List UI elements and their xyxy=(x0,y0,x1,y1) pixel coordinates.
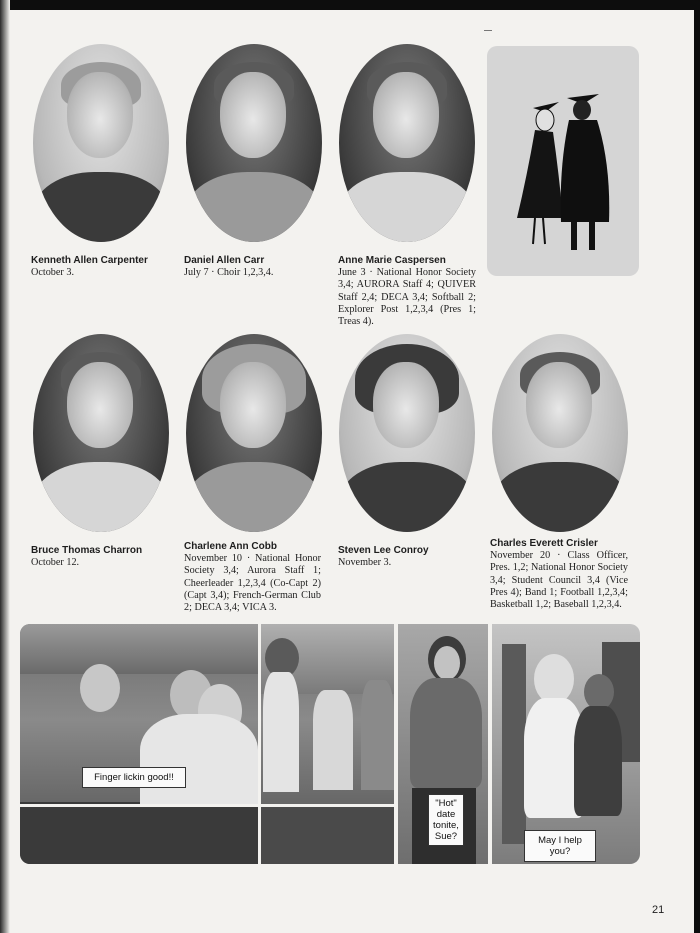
photo-divider xyxy=(20,804,258,807)
senior-details: October 12. xyxy=(31,557,80,569)
senior-details: November 10 · National Honor Society 3,4; Aurora Staff 1; Cheerleader 1,2,3,4 (Co-Capt 2) (Capt 3,4); French-German Club 2; DECA 3,4; VICA 3. xyxy=(184,553,321,614)
portrait-steven-conroy xyxy=(339,334,475,532)
senior-name: Kenneth Allen Carpenter xyxy=(31,255,148,266)
graduates-illustration xyxy=(487,46,639,276)
photo-caption-bubble: May I help you? xyxy=(524,830,596,862)
photo-caption-bubble: "Hot" date tonite, Sue? xyxy=(428,794,464,846)
senior-details: July 7 · Choir 1,2,3,4. xyxy=(184,267,274,279)
senior-details: November 20 · Class Officer, Pres. 1,2; National Honor Society 3,4; Student Council 3,4 (Vice Pres 4); Band 1; Football 1,2,3,4; Basketball 1,2; Baseball 1,2,3,4. xyxy=(490,550,628,611)
portrait-charlene-cobb xyxy=(186,334,322,532)
portrait-charles-crisler xyxy=(492,334,628,532)
portrait-kenneth-carpenter xyxy=(33,44,169,242)
page-number: 21 xyxy=(652,904,665,916)
candid-photo-store-clerk xyxy=(492,624,640,864)
senior-caption xyxy=(184,255,334,279)
senior-caption xyxy=(338,255,476,328)
senior-name: Anne Marie Caspersen xyxy=(338,255,446,266)
senior-name: Charlene Ann Cobb xyxy=(184,541,277,552)
senior-caption xyxy=(31,255,181,279)
senior-caption xyxy=(184,541,321,614)
page-right-edge xyxy=(694,0,700,933)
senior-details: October 3. xyxy=(31,267,74,279)
candid-photo-lunch-table xyxy=(20,624,258,864)
crop-mark xyxy=(484,30,492,31)
page-top-edge xyxy=(0,0,700,10)
senior-details: June 3 · National Honor Society 3,4; AURORA Staff 4; QUIVER Staff 2,4; DECA 3,4; Softball 2; Explorer Post 1,2,3,4 (Pres 1; Treas 4). xyxy=(338,267,476,328)
senior-name: Steven Lee Conroy xyxy=(338,545,429,556)
candid-photo-hot-date xyxy=(398,624,488,864)
senior-name: Daniel Allen Carr xyxy=(184,255,265,266)
candid-photo-hallway-group xyxy=(261,624,394,864)
senior-details: November 3. xyxy=(338,557,392,569)
photo-caption-bubble: Finger lickin good!! xyxy=(82,767,186,788)
portrait-daniel-carr xyxy=(186,44,322,242)
senior-name: Bruce Thomas Charron xyxy=(31,545,143,556)
senior-caption xyxy=(31,545,181,569)
page-binding-shadow xyxy=(0,0,10,933)
portrait-anne-caspersen xyxy=(339,44,475,242)
photo-divider xyxy=(261,804,394,807)
senior-name: Charles Everett Crisler xyxy=(490,538,598,549)
portrait-bruce-charron xyxy=(33,334,169,532)
senior-caption xyxy=(490,538,628,611)
senior-caption xyxy=(338,545,488,569)
